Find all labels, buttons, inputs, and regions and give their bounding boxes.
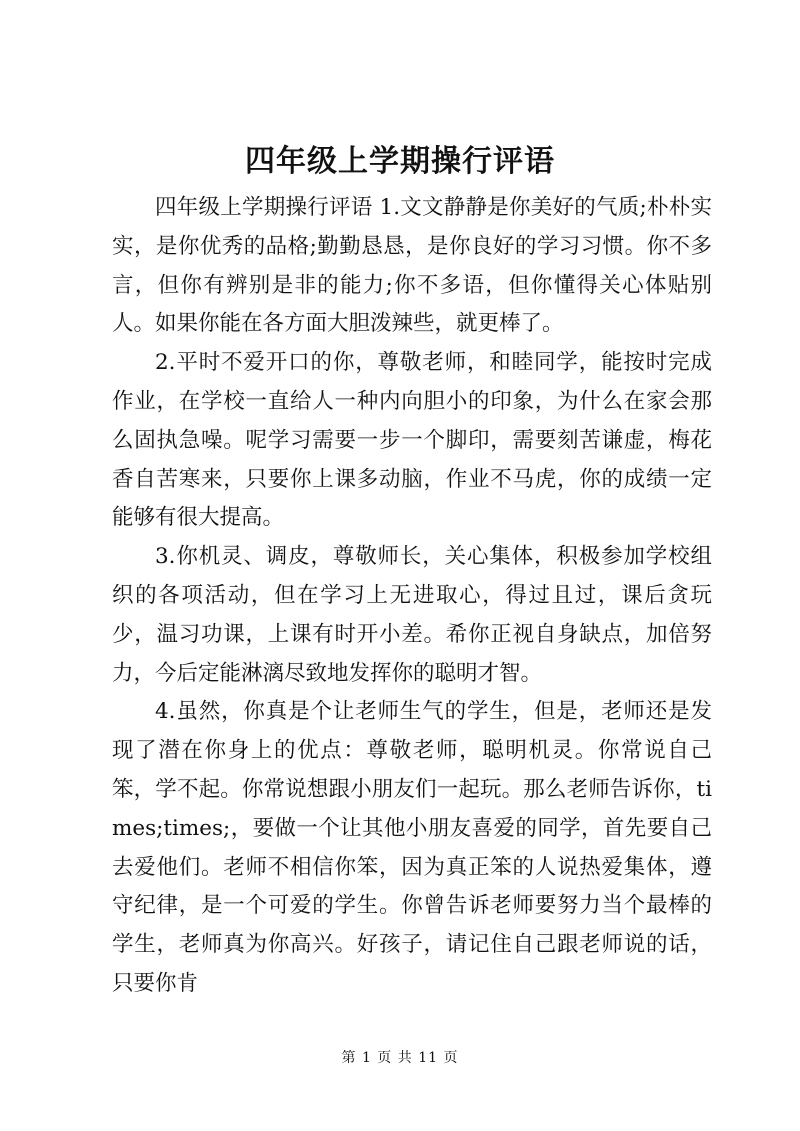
page-title: 四年级上学期操行评语 — [245, 144, 555, 179]
paragraph-2: 2.平时不爱开口的你，尊敬老师，和睦同学，能按时完成作业，在学校一直给人一种内向胆小的印象，为什么在家会那么固执急噪。呢学习需要一步一个脚印，需要刻苦谦虚，梅花香自苦寒来，只要你上课多动脑，作业不马虎，你的成绩一定能够有很大提高。 — [112, 350, 712, 531]
page-footer: 第 1 页 共 11 页 — [341, 1050, 459, 1066]
paragraph-4: 4.虽然，你真是个让老师生气的学生，但是，老师还是发现了潜在你身上的优点：尊敬老师，聪明机灵。你常说自己笨，学不起。你常说想跟小朋友们一起玩。那么老师告诉你，times;times;，要做一个让其他小朋友喜爱的同学，首先要自己去爱他们。老师不相信你笨，因为真正笨的人说热爱集体，遵守纪律，是一个可爱的学生。你曾告诉老师要努力当个最棒的学生，老师真为你高兴。好孩子，请记住自己跟老师说的话，只要你肯 — [112, 699, 712, 996]
paragraph-3: 3.你机灵、调皮，尊敬师长，关心集体，积极参加学校组织的各项活动，但在学习上无进取心，得过且过，课后贪玩少，温习功课，上课有时开小差。希你正视自身缺点，加倍努力，今后定能淋漓尽致地发挥你的聪明才智。 — [112, 544, 712, 686]
paragraph-1: 四年级上学期操行评语 1.文文静静是你美好的气质;朴朴实实，是你优秀的品格;勤勤恳恳，是你良好的学习习惯。你不多言，但你有辨别是非的能力;你不多语，但你懂得关心体贴别人。如果你能在各方面大胆泼辣些，就更棒了。 — [112, 195, 712, 337]
document-body — [112, 189, 712, 1004]
